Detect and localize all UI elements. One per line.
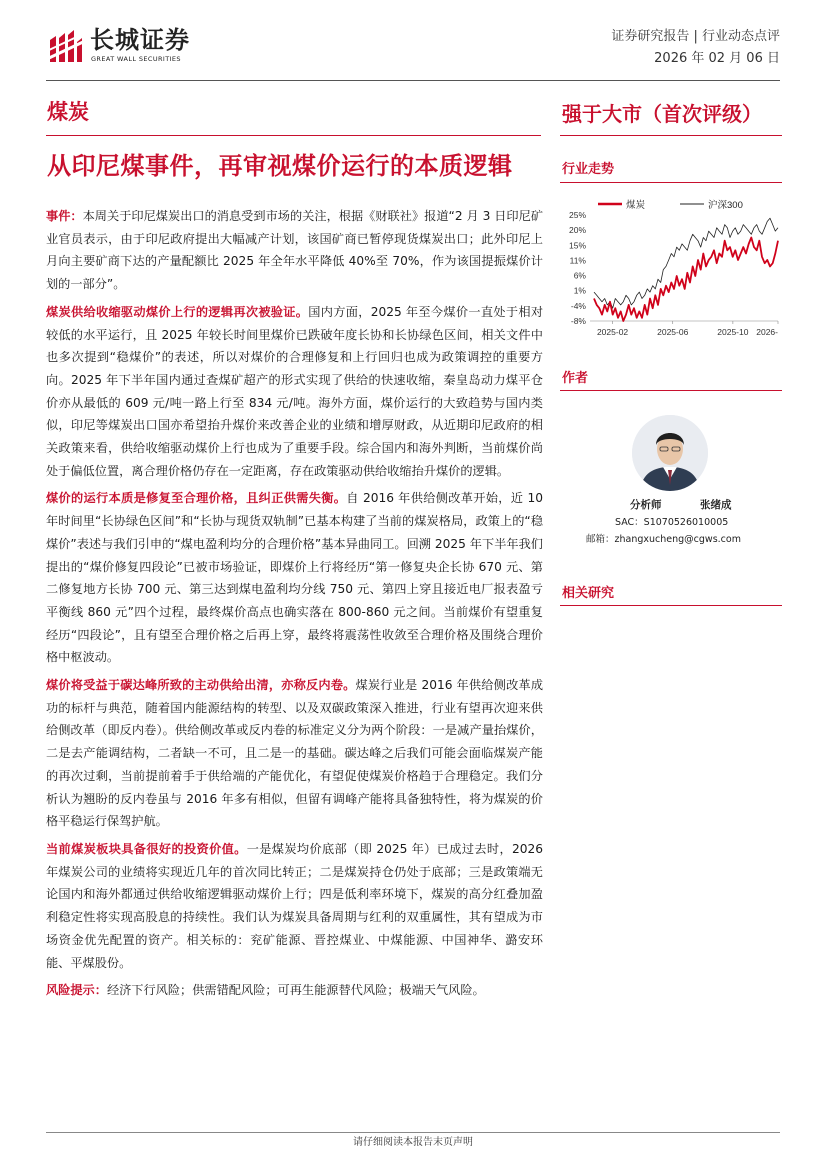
report-type: 证券研究报告 | 行业动态点评 <box>611 29 780 44</box>
y-tick-label: 6% <box>573 270 586 281</box>
page-title: 从印尼煤事件，再审视煤价运行的本质逻辑 <box>47 152 513 180</box>
logo-mark-icon <box>48 28 84 64</box>
paragraph-text: 国内方面，2025 年至今煤价一直处于相对较低的水平运行，且 2025 年较长时间里煤价已跌破年度长协和长协绿色区间，相关文件中也多次提到“稳煤价”的表述，所以对煤价的合理修复和上行回归也成为政策调控的重要方向。2025 年下半年国内通过查煤矿超产的形式实现了供给的快速收缩，秦皇岛动力煤平仓价亦从最低的 609 元/吨一路上行至 834 元/吨。海外方面，煤价运行的大致趋势与国内类似，印尼等煤炭出口国亦希望抬升煤价来改善企业的业绩和增厚财政，从近期印尼政府的相关政策来看，供给收缩驱动煤价上行也成为了重要手段。综合国内和海外判断，当前煤价尚处于偏低位置，离合理价格仍存在一定距离，存在政策驱动供给收缩抬升煤价的逻辑。 <box>46 304 544 478</box>
paragraph-supply <box>46 301 543 483</box>
paragraph-text: 经济下行风险；供需错配风险；可再生能源替代风险；极端天气风险。 <box>106 983 485 998</box>
series-line-coal <box>594 238 778 322</box>
paragraph-lead: 事件： <box>46 209 83 223</box>
paragraph-value <box>46 838 543 974</box>
paragraph-essence <box>46 487 543 669</box>
paragraph-lead: 当前煤炭板块具备很好的投资价值。 <box>46 841 247 856</box>
header-divider <box>46 80 780 81</box>
paragraph-lead: 风险提示： <box>46 983 107 998</box>
industry-trend-chart <box>560 195 784 347</box>
paragraph-text: 一是煤炭均价底部（即 2025 年）已成过去时，2026 年煤炭公司的业绩将实现近几年的首次同比转正；二是煤炭持仓仍处于底部；三是政策端无论国内和海外都通过供给收缩逻辑驱动煤价上行；四是低利率环境下，煤炭的高分红叠加盈利稳定性将实现高股息的持续性。我们认为煤炭具备周期与红利的双重属性，其有望成为市场资金优先配置的资产。相关标的：兖矿能源、晋控煤业、中煤能源、中国神华、潞安环能、平煤股份。 <box>46 841 544 970</box>
rating-divider <box>560 135 782 136</box>
y-tick-label: -4% <box>570 300 586 311</box>
y-tick-label: 1% <box>573 285 586 296</box>
paragraph-lead: 煤价将受益于碳达峰所致的主动供给出清，亦称反内卷。 <box>46 678 356 693</box>
author-heading: 作者 <box>562 371 589 386</box>
rating-label: 强于大市（首次评级） <box>562 102 762 126</box>
analyst-label: 分析师 <box>630 499 662 511</box>
trend-divider <box>560 182 782 183</box>
report-date: 2026 年 02 月 06 日 <box>654 51 780 66</box>
paragraph-text: 自 2016 年供给侧改革开始，近 10 年时间里“长协绿色区间”和“长协与现货双轨制”已基本构建了当前的煤炭格局，政策上的“稳煤价”表述与我们引申的“煤电盈利均分的合理价格”基本异曲同工。回溯 2025 年下半年我们提出的“煤价修复四段论”已被市场验证，即煤价上行将经历“第一修复央企长协 670 元、第二修复地方长协 700 元、第三达到煤电盈利均分线 750 元、第四上穿且接近电厂报表盈亏平衡线 860 元”四个过程，最终煤价高点也确实落在 800-860 元之间。当前煤价有望重复经历“四段论”，且有望至合理价格之后再上穿，最终将震荡性收敛至合理价格及围绕合理价格中枢波动。 <box>46 491 543 665</box>
sector-label: 煤炭 <box>47 100 89 124</box>
footer-divider <box>46 1132 780 1133</box>
paragraph-carbon <box>46 674 543 833</box>
analyst-name: 张绪成 <box>700 499 732 511</box>
analyst-email[interactable]: zhangxucheng@cgws.com <box>614 534 741 545</box>
logo-text: 长城证券 <box>90 26 190 54</box>
y-tick-label: -8% <box>570 316 586 326</box>
sector-divider <box>46 135 541 136</box>
y-tick-label: 25% <box>568 210 586 220</box>
logo-subtext: GREAT WALL SECURITIES <box>91 55 181 63</box>
email-label: 邮箱： <box>586 534 615 545</box>
paragraph-event <box>46 205 543 296</box>
paragraph-lead: 煤价的运行本质是修复至合理价格，且纠正供需失衡。 <box>46 491 347 506</box>
x-tick-label: 2025-02 <box>596 327 629 337</box>
related-divider <box>560 605 782 606</box>
x-tick-label: 2025-06 <box>657 327 689 337</box>
author-divider <box>560 390 782 391</box>
y-tick-label: 20% <box>568 225 586 236</box>
paragraph-lead: 煤炭供给收缩驱动煤价上行的逻辑再次被验证。 <box>46 304 309 319</box>
y-tick-label: 11% <box>569 255 586 266</box>
y-tick-label: 15% <box>568 240 586 251</box>
legend-label: 沪深300 <box>708 200 743 211</box>
series-line-hs300 <box>594 218 778 308</box>
related-heading: 相关研究 <box>562 586 615 601</box>
paragraph-risk <box>46 979 543 1002</box>
report-body <box>46 205 543 1002</box>
paragraph-text: 本周关于印尼煤炭出口的消息受到市场的关注，根据《财联社》报道“2 月 3 日印尼矿业官员表示，由于印尼政府提出大幅减产计划，该国矿商已暂停现货煤炭出口；此外印尼上月向主要矿商下达的产量配额比 2025 年全年水平降低 40%至 70%，作为该国提振煤价计划的一部分”。 <box>46 209 544 292</box>
analyst-sac: SAC：S1070526010005 <box>615 517 729 528</box>
analyst-photo <box>632 415 708 491</box>
legend-label: 煤炭 <box>626 200 646 211</box>
x-tick-label: 2025-10 <box>717 327 749 337</box>
x-tick-label: 2026- <box>756 327 778 337</box>
footer-note: 请仔细阅读本报告末页声明 <box>353 1137 473 1148</box>
paragraph-text: 煤炭行业是 2016 年供给侧改革成功的标杆与典范，随着国内能源结构的转型、以及双碳政策深入推进，行业有望再次迎来供给侧改革（即反内卷）。供给侧改革或反内卷的标准定义分为两个阶段：一是减产量抬煤价，二是去产能调结构，二者缺一不可，且二是一的基础。碳达峰之后我们可能会面临煤炭产能的再次过剩，当前提前着手于供给端的产能优化，有望促使煤炭价格趋于合理稳定。我们分析认为翘盼的反内卷虽与 2016 年多有相似，但留有调峰产能将具备独特性，将为煤炭的价格平稳运行保驾护航。 <box>46 678 544 829</box>
analyst-email-row <box>586 533 741 547</box>
trend-heading: 行业走势 <box>562 162 615 177</box>
